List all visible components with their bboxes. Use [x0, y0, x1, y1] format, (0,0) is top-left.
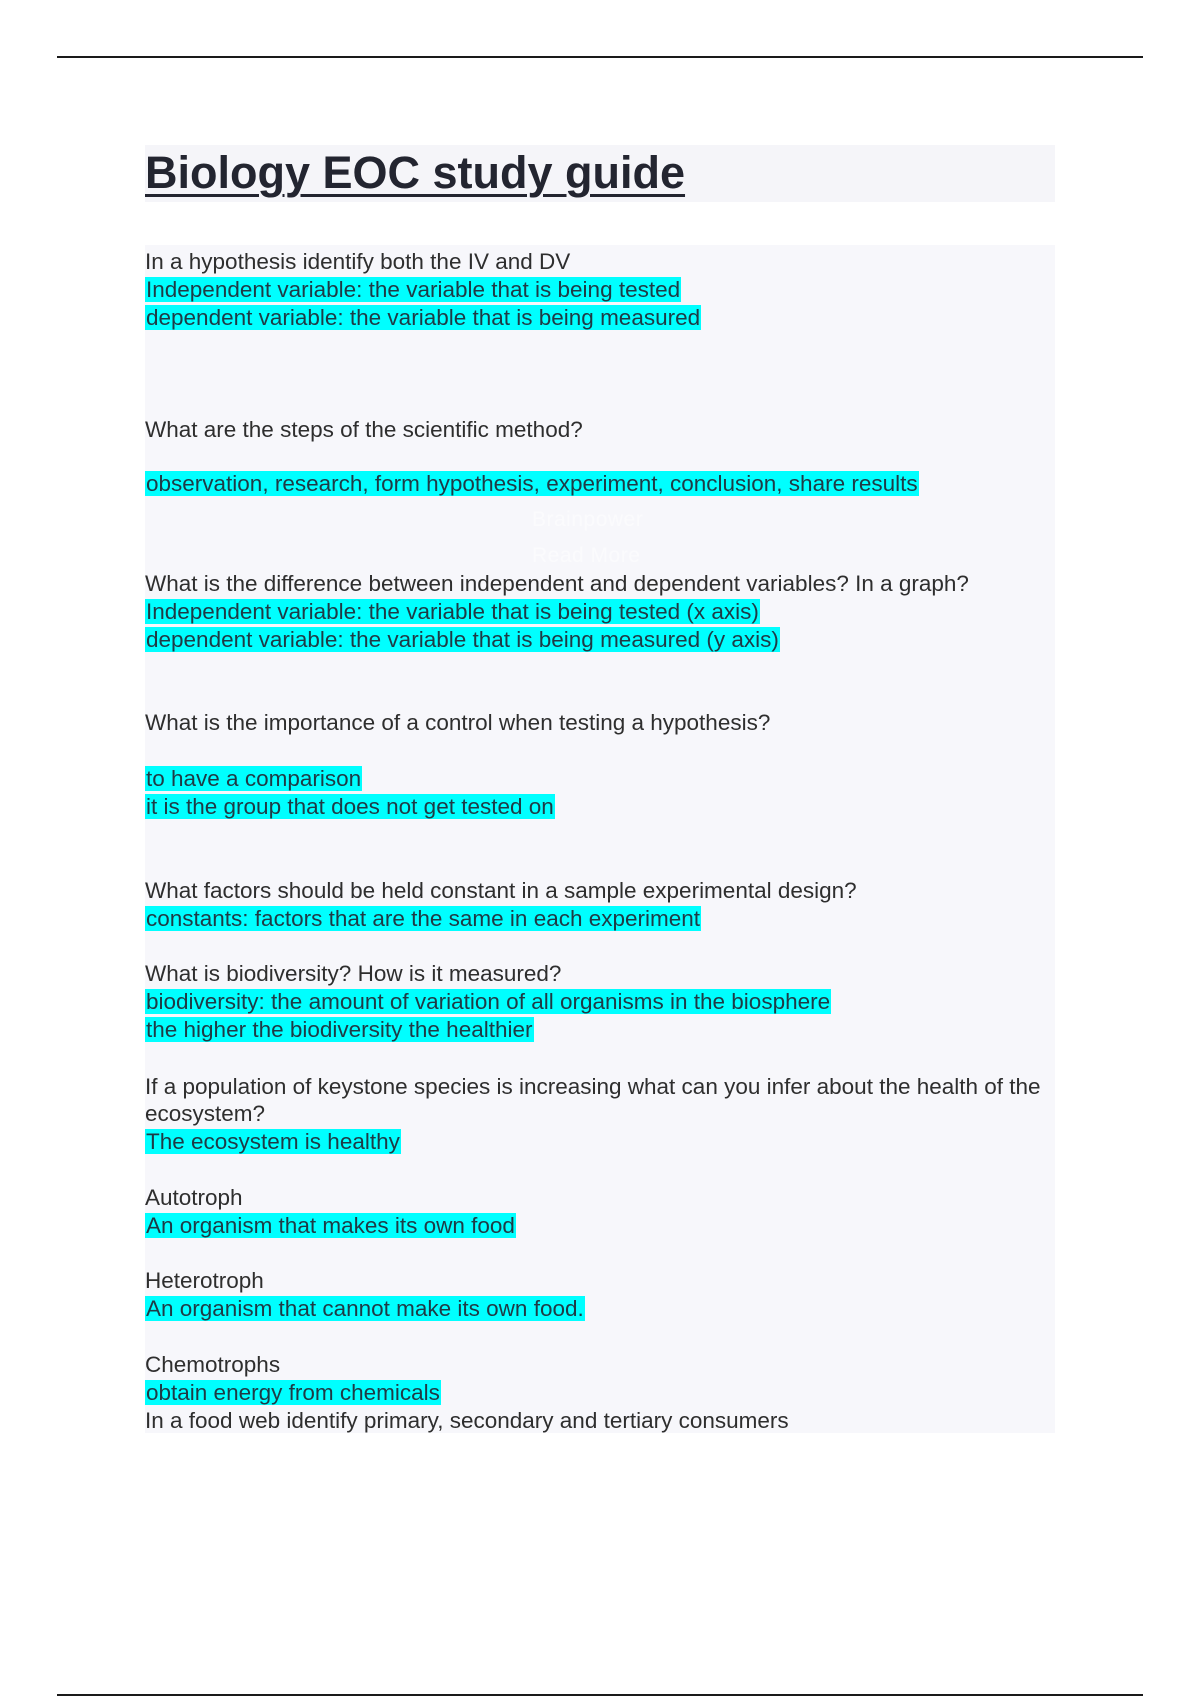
question-iv-dv: In a hypothesis identify both the IV and DV [145, 249, 571, 274]
question-heterotroph: Heterotroph [145, 1268, 264, 1293]
question-control: What is the importance of a control when testing a hypothesis? [145, 710, 771, 735]
answer-chemotrophs: obtain energy from chemicals [146, 1380, 440, 1405]
answer-autotroph: An organism that makes its own food [146, 1213, 515, 1238]
page-top-rule [57, 56, 1143, 58]
question-constants: What factors should be held constant in a sample experimental design? [145, 878, 857, 903]
page-bottom-rule [57, 1694, 1143, 1696]
watermark-line-2: Read More [532, 544, 641, 567]
answer-variables-graph-dependent: dependent variable: the variable that is being measured (y axis) [146, 627, 779, 652]
watermark-line-1: Brainpower [532, 508, 644, 531]
answer-control-group: it is the group that does not get tested on [146, 794, 554, 819]
question-scientific-method: What are the steps of the scientific method? [145, 417, 583, 442]
question-biodiversity: What is biodiversity? How is it measured? [145, 961, 562, 986]
answer-scientific-method: observation, research, form hypothesis, experiment, conclusion, share results [146, 471, 918, 496]
answer-biodiversity-health: the higher the biodiversity the healthier [146, 1017, 533, 1042]
answer-constants: constants: factors that are the same in each experiment [146, 906, 701, 931]
answer-keystone-species: The ecosystem is healthy [146, 1129, 400, 1154]
answer-heterotroph: An organism that cannot make its own food. [146, 1296, 584, 1321]
question-variables-graph: What is the difference between independent and dependent variables? In a graph? [145, 571, 969, 596]
page-title: Biology EOC study guide [145, 147, 686, 198]
answer-iv-dv-dependent: dependent variable: the variable that is being measured [146, 305, 701, 330]
question-food-web-consumers: In a food web identify primary, secondary and tertiary consumers [145, 1408, 789, 1433]
answer-iv-dv-independent: Independent variable: the variable that is being tested [146, 277, 681, 302]
answer-variables-graph-independent: Independent variable: the variable that is being tested (x axis) [146, 599, 759, 624]
answer-biodiversity-definition: biodiversity: the amount of variation of all organisms in the biosphere [146, 989, 831, 1014]
question-keystone-species: If a population of keystone species is increasing what can you infer about the health of the ecosystem? [145, 1074, 1041, 1126]
question-chemotrophs: Chemotrophs [145, 1352, 281, 1377]
question-autotroph: Autotroph [145, 1185, 243, 1210]
answer-control-comparison: to have a comparison [146, 766, 362, 791]
